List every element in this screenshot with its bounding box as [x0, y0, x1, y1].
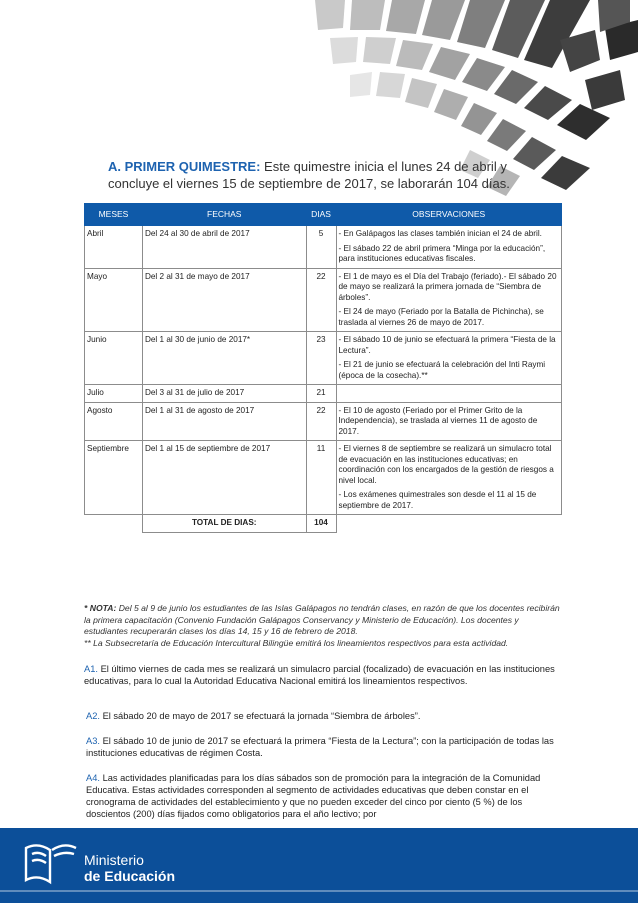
cell-fechas: Del 3 al 31 de julio de 2017: [142, 385, 306, 403]
cell-mes: Junio: [85, 332, 143, 385]
section-heading: [108, 158, 548, 192]
note-text: Del 5 al 9 de junio los estudiantes de las Islas Galápagos no tendrán clases, en razón de que los docentes recibirán la primera capacitación (Convenio Fundación Galápagos Conservancy y Ministerio de Educación). Los docentes y estudiantes recuperarán clases los días 14, 15 y 16 de febrero de 2018.: [84, 603, 560, 636]
observation: - El 10 de agosto (Feriado por el Primer Grito de la Independencia), se traslada al viernes 11 de agosto de 2017.: [338, 405, 538, 436]
header-dias: DIAS: [306, 204, 336, 226]
table-note: [84, 603, 562, 649]
cell-mes: Abril: [85, 226, 143, 269]
cell-dias: 22: [306, 268, 336, 332]
cell-fechas: Del 2 al 31 de mayo de 2017: [142, 268, 306, 332]
paragraph-number: A4.: [86, 773, 100, 783]
cell-observaciones: [336, 268, 562, 332]
observation: - Los exámenes quimestrales son desde el 11 al 15 de septiembre de 2017.: [338, 490, 537, 510]
table-header-row: [85, 204, 562, 226]
note-label: * NOTA:: [84, 603, 117, 613]
cell-fechas: Del 24 al 30 de abril de 2017: [142, 226, 306, 269]
footer-divider: [0, 890, 638, 892]
table-row: [85, 441, 562, 515]
cell-dias: 23: [306, 332, 336, 385]
paragraph-text: El sábado 20 de mayo de 2017 se efectuará la jornada “Siembra de árboles”.: [102, 711, 421, 721]
cell-mes: Agosto: [85, 402, 143, 441]
paragraph-text: El sábado 10 de junio de 2017 se efectuará la primera “Fiesta de la Lectura”; con la participación de todas las instituciones educativas de régimen Costa.: [86, 736, 554, 758]
observation: - El viernes 8 de septiembre se realizará un simulacro total de evacuación en las instituciones educativas; en coordinación con los encargados de la gestión de riesgos a nivel local.: [338, 444, 554, 485]
paragraph-text: El último viernes de cada mes se realizará un simulacro parcial (focalizado) de evacuación en las instituciones educativas, para lo cual la Autoridad Educativa Nacional emitirá los lineamientos respectivos.: [84, 664, 555, 686]
cell-observaciones: [336, 402, 562, 441]
cell-observaciones: [336, 385, 562, 403]
paragraph-number: A2.: [86, 711, 100, 721]
observation: - El 21 de junio se efectuará la celebración del Inti Raymi (época de la cosecha).**: [338, 360, 546, 380]
cell-observaciones: [336, 441, 562, 515]
logo-line-2: de Educación: [84, 868, 176, 884]
cell-mes: Mayo: [85, 268, 143, 332]
paragraph-a1: [84, 663, 562, 687]
section-heading-label: A. PRIMER QUIMESTRE:: [108, 159, 261, 174]
header-meses: MESES: [85, 204, 143, 226]
table-row: [85, 402, 562, 441]
cell-observaciones: [336, 226, 562, 269]
table-row: [85, 226, 562, 269]
observation: - El 24 de mayo (Feriado por la Batalla de Pichincha), se traslada al viernes 26 de mayo de 2017.: [338, 307, 544, 327]
table-row: [85, 332, 562, 385]
cell-fechas: Del 1 al 31 de agosto de 2017: [142, 402, 306, 441]
calendar-table: [84, 203, 562, 533]
paragraph-number: A1.: [84, 664, 98, 674]
cell-observaciones: [336, 332, 562, 385]
section-heading-text: Este quimestre inicia el lunes 24 de abril y concluye el viernes 15 de septiembre de 2017, se laborarán 104 días.: [108, 159, 510, 191]
cell-dias: 11: [306, 441, 336, 515]
observation: - El sábado 22 de abril primera “Minga por la educación”, para instituciones educativas fiscales.: [338, 243, 546, 263]
cell-mes: Septiembre: [85, 441, 143, 515]
table-row: [85, 268, 562, 332]
total-row: [85, 515, 562, 533]
cell-dias: 21: [306, 385, 336, 403]
header-fechas: FECHAS: [142, 204, 306, 226]
cell-mes: Julio: [85, 385, 143, 403]
paragraph-text: Las actividades planificadas para los días sábados son de promoción para la integración de la Comunidad Educativa. Estas actividades corresponden al segmento de actividades educativas que deben constar en el cronograma de actividades del establecimiento y que no pueden exceder del cinco por ciento (5 %) de los doscientos (200) días fijados como obligatorios para el año lectivo; por: [86, 773, 541, 819]
paragraph-a2: [86, 710, 564, 722]
ministry-logo-text: [84, 852, 175, 884]
cell-fechas: Del 1 al 30 de junio de 2017*: [142, 332, 306, 385]
observation: - El sábado 10 de junio se efectuará la primera “Fiesta de la Lectura”.: [338, 335, 556, 355]
logo-line-1: Ministerio: [84, 852, 144, 868]
header-observaciones: OBSERVACIONES: [336, 204, 562, 226]
note-text-secondary: ** La Subsecretaría de Educación Intercultural Bilingüe emitirá los lineamientos respectivos para esta actividad.: [84, 637, 509, 648]
total-value: 104: [306, 515, 336, 533]
total-label: TOTAL DE DIAS:: [142, 515, 306, 533]
table-row: [85, 385, 562, 403]
paragraph-a3: [86, 735, 564, 759]
cell-fechas: Del 1 al 15 de septiembre de 2017: [142, 441, 306, 515]
paragraph-a4: [86, 772, 564, 820]
paragraph-number: A3.: [86, 736, 100, 746]
cell-dias: 5: [306, 226, 336, 269]
observation: - En Galápagos las clases también inician el 24 de abril.: [338, 229, 542, 238]
observation: - El 1 de mayo es el Día del Trabajo (feriado).- El sábado 20 de mayo se realizará la primera jornada de “Siembra de árboles”.: [338, 271, 557, 302]
book-logo-icon: [22, 838, 80, 888]
cell-dias: 22: [306, 402, 336, 441]
